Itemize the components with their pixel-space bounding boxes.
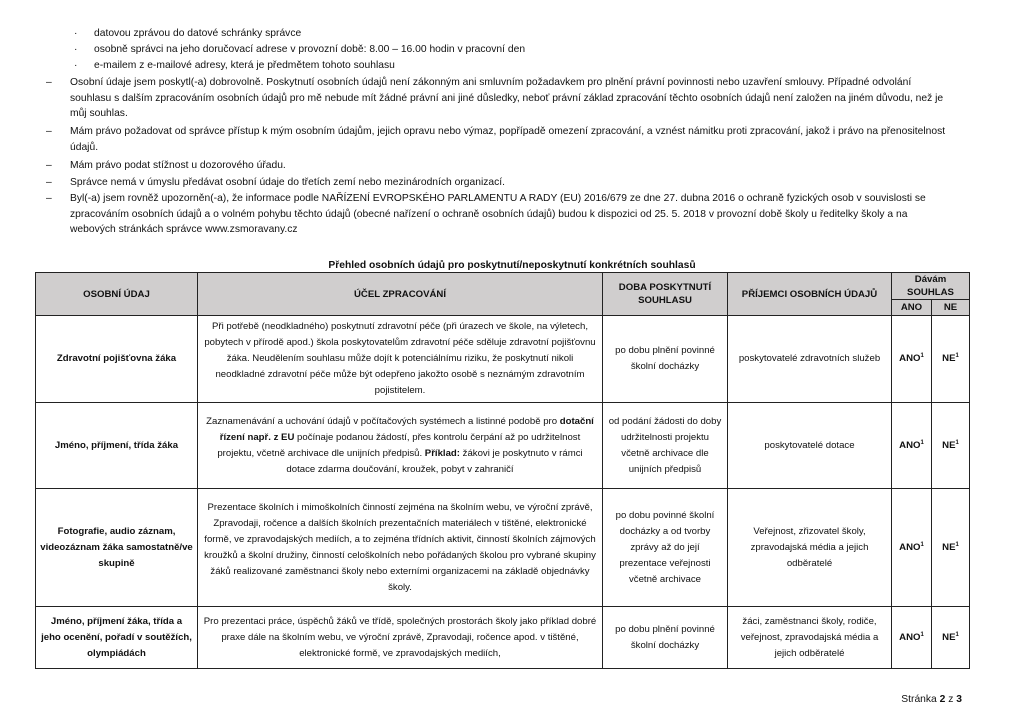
table-title: Přehled osobních údajů pro poskytnutí/neposkytnutí konkrétních souhlasů [328,260,696,271]
footnote-marker: 1 [955,631,959,638]
consent-no-option[interactable]: $NE^1$ [932,607,970,669]
table-row [36,316,970,403]
cell-recipients: žáci, zaměstnanci školy, rodiče, veřejnost, zpravodajská média a jejich odběratelé [728,607,892,669]
footnote-marker: 1 [920,439,924,446]
cell-duration: od podání žádosti do doby udržitelnosti projektu včetně archivace dle unijních předpisů [603,403,728,489]
consent-no-option[interactable]: $NE^1$ [932,403,970,489]
cell-purpose: Prezentace školních i mimoškolních činností zejména na školním webu, ve výroční zprávě, Zpravodaji, ročence a dalších školních prezentačních materiálech v tištěné, elektronické formě, ve zpravodajských mediích, a to zejména třídních aktivit, činností školních zájmových kroužků a školní družiny, činností celoškolních nebo pořádaných školou pro vybrané skupiny žáků realizované zaměstnanci školy nebo externími organizacemi na základě objednávky školy. [198,489,603,607]
bullet-icon: · [74,44,78,55]
subitem-text: osobně správci na jeho doručovací adrese v provozní době: 8.00 – 16.00 hodin v pracovní den [94,44,526,55]
cell-purpose: Při potřebě (neodkladného) poskytnutí zdravotní péče (při úrazech ve škole, na výletech, pobytech v přírodě apod.) škola poskytovatelům zdravotní péče sděluje zdravotní pojišťovnu žáka. Neudělením souhlasu může dojít k potenciálnímu riziku, že poskytnutí nikoli neodkladné zdravotní péče může být odepřeno jakožto osobě s neznámým zdravotním pojistitelem. [198,316,603,403]
dash-icon: – [46,177,52,188]
list-item [46,175,951,191]
cell-duration: po dobu povinné školní docházky a od tvorby zprávy až do její prezentace veřejnosti včetně archivace [603,489,728,607]
subitem-text: datovou zprávou do datové schránky správce [94,28,302,39]
subitem-text: e-mailem z e-mailové adresy, která je předmětem tohoto souhlasu [94,60,395,71]
header-purpose: ÚČEL ZPRACOVÁNÍ [198,273,603,316]
page-number: Stránka 2 z 3 [901,694,962,705]
item-text: Osobní údaje jsem poskytl(-a) dobrovolně. Poskytnutí osobních údajů není zákonným ani smluvním požadavkem pro plnění právní povinnosti nebo uzavření smlouvy. Případné odvolání souhlasu s dalším zpracováním osobních údajů pro mě nebude mít žádné právní ani jiné důsledky, neboť právní základ zpracování těchto osobních údajů není založen na jiném důvodu, než je můj souhlas. [70,77,944,120]
footnote-marker: 1 [955,541,959,548]
footnote-marker: 1 [920,541,924,548]
bullet-icon: · [74,28,78,39]
cell-personal-data: Jméno, příjmení, třída žáka [36,403,198,489]
footnote-marker: 1 [920,352,924,359]
consent-table [35,272,970,669]
cell-duration: po dobu plnění povinné školní docházky [603,316,728,403]
cell-recipients: poskytovatelé dotace [728,403,892,489]
list-item [46,75,951,122]
footnote-marker: 1 [955,352,959,359]
item-text: Mám právo podat stížnost u dozorového úřadu. [70,160,286,171]
footnote-marker: 1 [955,439,959,446]
cell-purpose: Zaznamenávání a uchování údajů v počítačových systémech a listinné podobě pro dotační řízení např. z EU počínaje podanou žádostí, přes kontrolu čerpání až po udržitelnost projektu, včetně archivace dle unijních předpisů. Příklad: žákovi je poskytnuto v rámci dotace zdarma doučování, kroužek, pobyt v zahraničí [198,403,603,489]
list-item [46,191,951,238]
cell-personal-data: Zdravotní pojišťovna žáka [36,316,198,403]
cell-duration: po dobu plnění povinné školní docházky [603,607,728,669]
header-personal-data: OSOBNÍ ÚDAJ [36,273,198,316]
header-duration: DOBA POSKYTNUTÍ SOUHLASU [603,273,728,316]
dash-icon: – [46,193,52,204]
table-row [36,607,970,669]
cell-personal-data: Jméno, příjmení žáka, třída a jeho ocenění, pořadí v soutěžích, olympiádách [36,607,198,669]
consent-no-option[interactable]: $NE^1$ [932,316,970,403]
header-yes: ANO [892,300,932,316]
consent-yes-option[interactable]: ANO$^1$ [892,489,932,607]
consent-yes-option[interactable]: ANO$^1$ [892,316,932,403]
cell-purpose: Pro prezentaci práce, úspěchů žáků ve třídě, společných prostorách školy jako příklad dobré praxe dále na školním webu, ve výroční zprávě, Zpravodaji, ročence apod. v tištěné, elektronické formě, ve zpravodajských mediích, [198,607,603,669]
list-item [46,158,951,174]
consent-no-option[interactable]: $NE^1$ [932,489,970,607]
bullet-icon: · [74,60,78,71]
table-row [36,489,970,607]
dash-icon: – [46,160,52,171]
item-text: Správce nemá v úmyslu předávat osobní údaje do třetích zemí nebo mezinárodních organizací. [70,177,505,188]
list-item [46,124,951,155]
cell-personal-data: Fotografie, audio záznam, videozáznam žáka samostatně/ve skupině [36,489,198,607]
dash-icon: – [46,77,52,88]
consent-yes-option[interactable]: ANO$^1$ [892,403,932,489]
table-row [36,403,970,489]
footnote-marker: 1 [920,631,924,638]
cell-recipients: Veřejnost, zřizovatel školy, zpravodajská média a jejich odběratelé [728,489,892,607]
item-text: Byl(-a) jsem rovněž upozorněn(-a), že informace podle NAŘÍZENÍ EVROPSKÉHO PARLAMENTU A RADY (EU) 2016/679 ze dne 27. dubna 2016 o ochraně fyzických osob v souvislosti se zpracováním osobních údajů a o volném pohybu těchto údajů (obecné nařízení o ochraně osobních údajů) budou k dispozici od 25. 5. 2018 v provozní době školy u ředitelky školy a na webových stránkách správce www.zsmoravany.cz [70,193,926,236]
cell-recipients: poskytovatelé zdravotních služeb [728,316,892,403]
item-text: Mám právo požadovat od správce přístup k mým osobním údajům, jejich opravu nebo výmaz, popřípadě omezení zpracování, a vznést námitku proti zpracování, jakož i právo na přenositelnost údajů. [70,126,946,153]
header-recipients: PŘÍJEMCI OSOBNÍCH ÚDAJŮ [728,273,892,316]
consent-yes-option[interactable]: ANO$^1$ [892,607,932,669]
header-consent: Dávám SOUHLAS [892,273,970,300]
dash-icon: – [46,126,52,137]
header-no: NE [932,300,970,316]
